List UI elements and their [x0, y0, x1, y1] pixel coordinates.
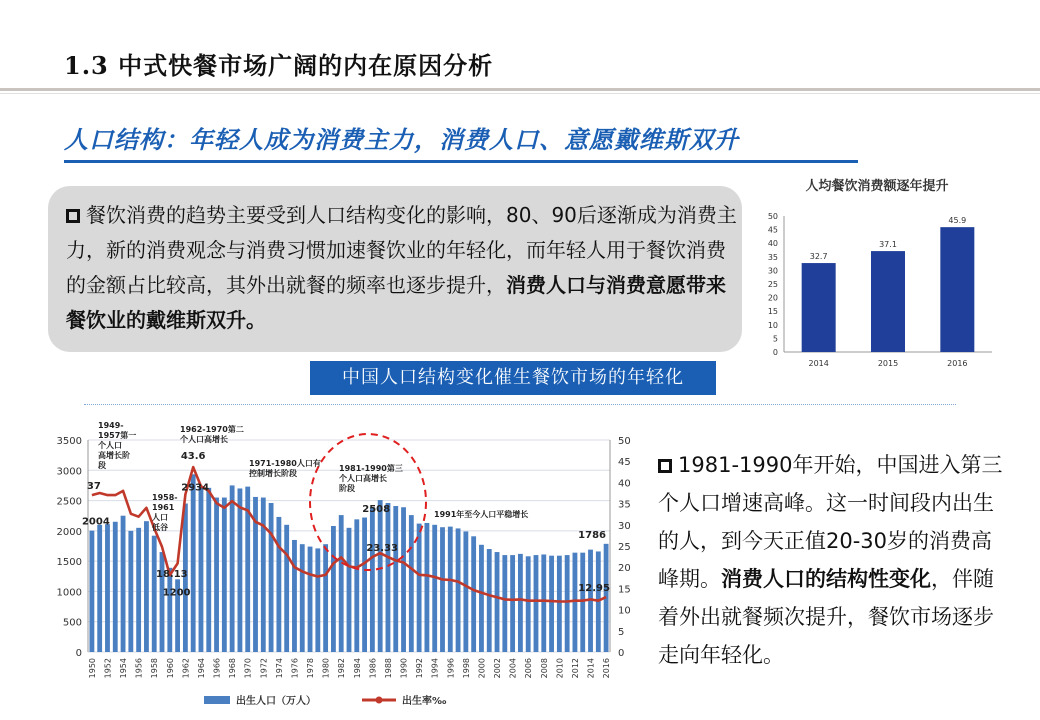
- summary-text: 餐饮消费的趋势主要受到人口结构变化的影响，80、90后逐渐成为消费主力，新的消费观念与消费习惯加速餐饮业的年轻化，而年轻人用于餐饮消费的金额占比较高，其外出就餐的频率也逐步提升，: [66, 203, 737, 297]
- summary-bold-text: 消费人口与消费意愿带来餐饮业的戴维斯双升。: [66, 273, 726, 332]
- x-tick-label: 2004: [508, 658, 518, 679]
- right-y-tick: 40: [618, 478, 631, 490]
- y-tick-label: 5: [772, 334, 778, 344]
- square-bullet-icon: [658, 459, 672, 473]
- bar-2010: [557, 556, 562, 652]
- bar-1968: [230, 485, 235, 652]
- right-y-tick: 15: [618, 584, 631, 596]
- legend-bar-label: 出生人口（万人）: [236, 696, 316, 707]
- bar-1978: [308, 547, 313, 652]
- bar-1984: [354, 519, 359, 652]
- bar-1980: [323, 544, 328, 652]
- right-y-tick: 50: [618, 436, 631, 447]
- bar-1966: [214, 498, 219, 652]
- bar-1998: [463, 531, 468, 652]
- y-tick-label: 35: [767, 252, 778, 262]
- bar-1991: [409, 515, 414, 652]
- square-bullet-icon: [66, 209, 80, 223]
- x-tick-label: 1968: [228, 658, 238, 679]
- data-label: 12.95: [578, 583, 610, 595]
- section-subtitle: 人口结构：年轻人成为消费主力，消费人口、意愿戴维斯双升: [64, 125, 739, 154]
- bar-1982: [339, 515, 344, 652]
- right-y-tick: 0: [618, 648, 625, 659]
- left-y-tick: 2500: [56, 496, 82, 508]
- x-tick-label: 2016: [947, 359, 968, 368]
- bar-1967: [222, 498, 227, 652]
- bar-1994: [432, 525, 437, 652]
- bar-2003: [502, 555, 507, 652]
- x-tick-label: 2010: [555, 658, 565, 679]
- annotation-controlled-growth: 1971-1980人口有控制增长阶段: [249, 459, 321, 478]
- x-tick-label: 2008: [539, 658, 549, 679]
- bar-1951: [97, 525, 102, 652]
- x-tick-label: 1978: [306, 658, 316, 679]
- per-capita-spend-chart: [752, 170, 1002, 380]
- right-y-tick: 35: [618, 499, 631, 511]
- bar-1964: [199, 487, 204, 652]
- x-tick-label: 1976: [290, 658, 300, 679]
- bar-2001: [487, 549, 492, 652]
- bar-1954: [121, 516, 126, 652]
- x-tick-label: 1980: [321, 658, 331, 679]
- bar-1986: [370, 507, 375, 652]
- x-tick-label: 2016: [602, 658, 612, 679]
- title-divider: [0, 88, 1040, 91]
- data-label: 2508: [362, 504, 391, 516]
- right-note: [658, 446, 1010, 674]
- x-tick-label: 2012: [570, 658, 580, 679]
- left-y-tick: 500: [62, 617, 82, 629]
- bar-1976: [292, 540, 297, 652]
- x-tick-label: 1974: [274, 658, 284, 679]
- x-tick-label: 1988: [383, 658, 393, 679]
- left-y-tick: 1500: [56, 557, 82, 569]
- right-note-text-b: ，伴随着外出就餐频次提升，餐饮市场逐步走向年轻化。: [658, 567, 994, 667]
- x-tick-label: 2015: [877, 359, 899, 368]
- subtitle-underline: [64, 160, 858, 163]
- left-y-tick: 3500: [56, 436, 82, 447]
- bar-1974: [276, 517, 281, 652]
- data-label: 43.6: [180, 451, 206, 463]
- bar-1955: [128, 531, 133, 652]
- left-y-tick: 2000: [56, 526, 82, 538]
- y-tick-label: 45: [767, 225, 778, 235]
- bar-1979: [315, 548, 320, 652]
- bar-2011: [565, 555, 570, 652]
- x-tick-label: 1984: [352, 658, 362, 679]
- bar-2012: [573, 553, 578, 652]
- bar-2000: [479, 545, 484, 652]
- bar-2016: [940, 227, 974, 352]
- legend-line-marker: [376, 697, 383, 704]
- bar-1969: [238, 488, 243, 652]
- right-y-tick: 10: [618, 605, 631, 617]
- bar-1997: [456, 528, 461, 652]
- x-tick-label: 1958: [150, 658, 160, 679]
- birth-population-chart: [44, 408, 644, 720]
- data-label: 18.13: [155, 569, 188, 581]
- bar-2004: [510, 555, 515, 652]
- data-label: 2004: [81, 516, 110, 528]
- bar-2007: [534, 555, 539, 652]
- legend-bar-swatch: [204, 696, 230, 704]
- x-tick-label: 2014: [808, 359, 829, 368]
- summary-paragraph: [66, 198, 740, 338]
- y-tick-label: 50: [767, 212, 778, 221]
- bar-1965: [206, 488, 211, 652]
- bar-1963: [191, 474, 196, 652]
- data-label: 23.33: [366, 543, 398, 555]
- left-y-tick: 0: [75, 648, 82, 659]
- bar-1953: [113, 522, 118, 652]
- x-tick-label: 1998: [461, 658, 471, 679]
- y-tick-label: 30: [767, 266, 778, 276]
- bar-2008: [541, 554, 546, 652]
- annotation-stable-growth: 1991年至今人口平稳增长: [434, 510, 529, 519]
- right-y-tick: 5: [618, 626, 625, 638]
- bar-1977: [300, 544, 305, 652]
- x-tick-label: 1992: [415, 658, 425, 679]
- bar-2009: [549, 556, 554, 652]
- right-note-text-a: 1981-1990年开始，中国进入第三个人口增速高峰。这一时间段内出生的人，到今天正值20-30岁的消费高峰期。: [658, 453, 1003, 591]
- bar-2005: [518, 554, 523, 652]
- bar-1988: [386, 503, 391, 652]
- bar-1987: [378, 500, 383, 652]
- x-tick-label: 1986: [368, 658, 378, 679]
- annotation-first-boom: 1949-1957第一个人口高增长阶段: [98, 421, 137, 470]
- bar-1950: [89, 531, 94, 652]
- left-y-tick: 3000: [56, 466, 82, 478]
- data-label: 37: [86, 481, 101, 493]
- section-banner: 中国人口结构变化催生餐饮市场的年轻化: [310, 361, 716, 395]
- data-label: 37.1: [879, 240, 897, 250]
- bar-1985: [362, 518, 367, 652]
- bar-1960: [167, 568, 172, 652]
- x-tick-label: 2002: [493, 658, 503, 679]
- bar-1993: [424, 523, 429, 652]
- x-tick-label: 1952: [103, 658, 113, 679]
- annotation-third-boom: 1981-1990第三个人口高增长阶段: [339, 464, 403, 493]
- x-tick-label: 1994: [430, 658, 440, 679]
- dotted-separator: [84, 404, 956, 405]
- legend-line-label: 出生率‰: [402, 696, 447, 707]
- x-tick-label: 1962: [181, 658, 191, 679]
- x-tick-label: 1960: [165, 658, 175, 679]
- bar-1999: [471, 536, 476, 652]
- annotation-second-boom: 1962-1970第二个人口高增长: [180, 425, 244, 444]
- bar-1981: [331, 526, 336, 652]
- right-y-tick: 20: [618, 563, 631, 575]
- x-tick-label: 1972: [259, 658, 269, 679]
- bar-2015: [871, 251, 905, 352]
- bar-1995: [440, 527, 445, 652]
- y-tick-label: 15: [767, 307, 778, 317]
- y-tick-label: 20: [767, 293, 778, 303]
- bar-1996: [448, 527, 453, 652]
- x-tick-label: 1950: [87, 658, 97, 679]
- y-tick-label: 0: [772, 348, 778, 357]
- bar-1973: [269, 503, 274, 652]
- data-label: 45.9: [948, 216, 967, 226]
- data-label: 1200: [162, 587, 191, 599]
- bar-1959: [160, 552, 165, 652]
- x-tick-label: 2006: [524, 658, 534, 679]
- right-y-tick: 30: [618, 520, 631, 532]
- left-y-tick: 1000: [56, 587, 82, 599]
- right-y-tick: 25: [618, 542, 631, 553]
- data-label: 32.7: [809, 252, 828, 262]
- x-tick-label: 2000: [477, 658, 487, 679]
- bar-2002: [495, 552, 500, 652]
- bar-1957: [144, 521, 149, 652]
- right-y-tick: 45: [618, 457, 631, 469]
- x-tick-label: 1982: [337, 658, 347, 679]
- y-tick-label: 25: [767, 280, 778, 289]
- bar-1990: [401, 507, 406, 652]
- annotation-low-trough: 1958-1961 人口低谷: [152, 493, 178, 532]
- x-tick-label: 1964: [196, 658, 206, 679]
- title-divider-thin: [0, 93, 1040, 94]
- bar-1975: [284, 525, 289, 652]
- x-tick-label: 1956: [134, 658, 144, 679]
- y-tick-label: 40: [767, 239, 778, 249]
- right-note-bold-text: 消费人口的结构性变化: [721, 567, 931, 591]
- x-tick-label: 1970: [243, 658, 253, 679]
- bar-1958: [152, 536, 157, 652]
- bar-1989: [393, 506, 398, 652]
- bar-1983: [347, 528, 352, 652]
- slide-title: 1.3 中式快餐市场广阔的内在原因分析: [64, 51, 494, 80]
- x-tick-label: 1966: [212, 658, 222, 679]
- x-tick-label: 1996: [446, 658, 456, 679]
- bar-1952: [105, 524, 110, 652]
- bar-1972: [261, 498, 266, 652]
- y-tick-label: 10: [767, 320, 778, 330]
- bar-1956: [136, 528, 141, 652]
- summary-box: [48, 186, 742, 352]
- bar-2014: [802, 263, 836, 352]
- bar-2013: [580, 553, 585, 652]
- bar-1992: [417, 524, 422, 652]
- chart-title: 人均餐饮消费额逐年提升: [805, 179, 949, 194]
- x-tick-label: 1954: [119, 658, 129, 679]
- x-tick-label: 2014: [586, 658, 596, 679]
- x-tick-label: 1990: [399, 658, 409, 679]
- data-label: 2934: [181, 482, 210, 494]
- data-label: 1786: [578, 529, 607, 541]
- bar-2006: [526, 556, 531, 652]
